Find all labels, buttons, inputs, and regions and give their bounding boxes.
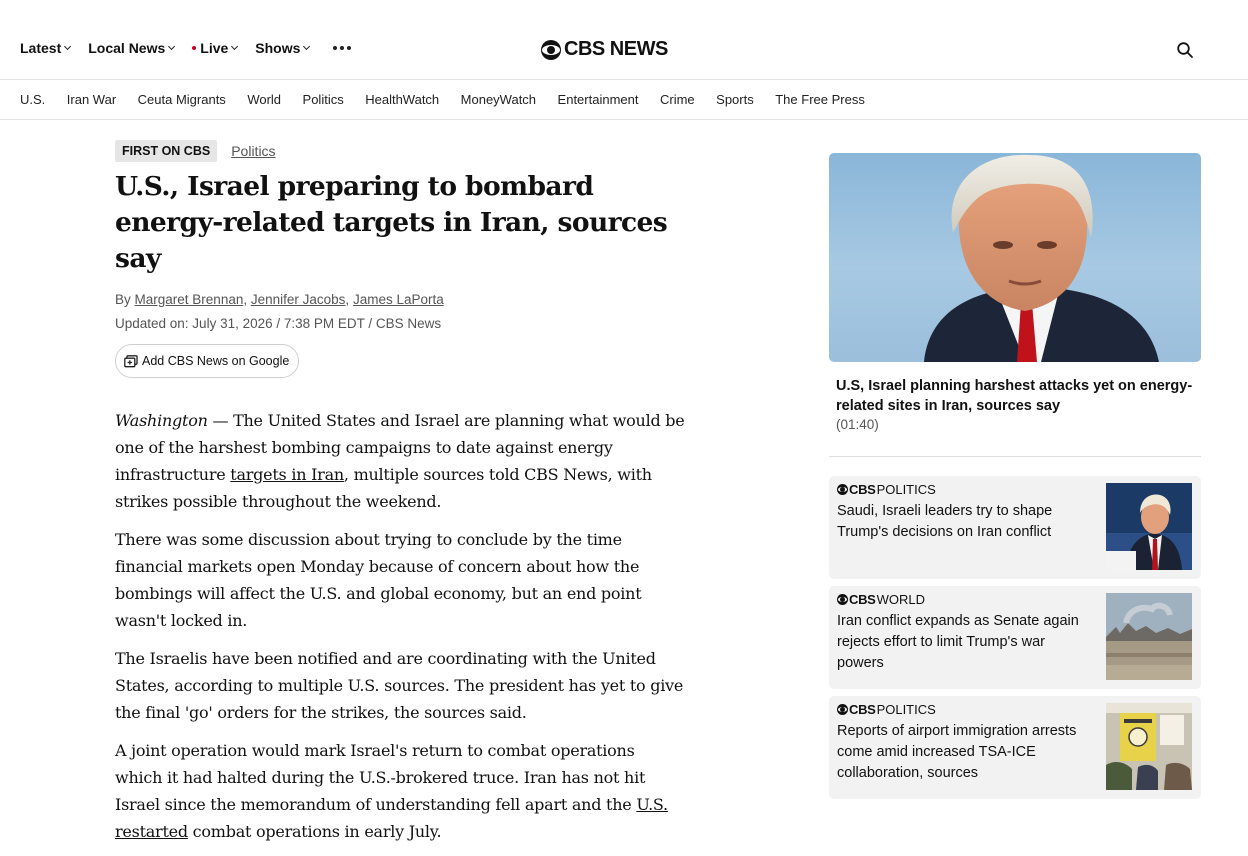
first-on-cbs-badge: FIRST ON CBS <box>115 140 217 162</box>
paragraph <box>115 737 685 845</box>
author-link[interactable]: James LaPorta <box>352 292 444 307</box>
related-story-card[interactable] <box>829 696 1201 799</box>
live-dot-icon <box>192 46 196 50</box>
section-link[interactable]: U.S. <box>20 92 46 107</box>
card-kicker <box>837 482 936 497</box>
kicker-brand: CBS <box>849 592 876 607</box>
nav-shows[interactable] <box>255 40 309 56</box>
author-link[interactable]: Margaret Brennan <box>134 292 244 307</box>
card-thumbnail <box>1106 483 1192 570</box>
paragraph: The Israelis have been notified and are coordinating with the United States, according to multiple U.S. sources. The president has yet to give the final 'go' orders for the strikes, the sources said. <box>115 649 684 722</box>
section-link[interactable]: The Free Press <box>775 92 865 107</box>
article-headline: U.S., Israel preparing to bombard energy-related targets in Iran, sources say <box>115 171 668 274</box>
divider <box>829 456 1201 457</box>
nav-local-news-label: Local News <box>88 40 166 56</box>
related-story-card[interactable] <box>829 586 1201 689</box>
nav-latest[interactable] <box>20 40 70 56</box>
category-link[interactable]: Politics <box>231 143 276 159</box>
card-title: Saudi, Israeli leaders try to shape Trump's decisions on Iran conflict <box>837 503 1053 540</box>
nav-live[interactable] <box>192 40 237 56</box>
paragraph: There was some discussion about trying to conclude by the time financial markets open Monday because of concern about how the bombings will affect the U.S. and global economy, but an end point wasn't locked in. <box>115 530 642 630</box>
byline: By Margaret Brennan, Jennifer Jacobs, James LaPorta <box>115 292 444 307</box>
kicker-brand: CBS <box>849 702 876 717</box>
byline-prefix: By <box>115 292 131 307</box>
add-to-google-button[interactable] <box>115 344 299 378</box>
section-link[interactable]: MoneyWatch <box>460 92 537 107</box>
sidebar-video <box>829 153 1201 432</box>
inline-link[interactable]: U.S. restarted <box>115 795 668 841</box>
section-link[interactable]: HealthWatch <box>365 92 440 107</box>
video-thumbnail-image <box>829 153 1201 362</box>
nav-live-label: Live <box>200 40 229 56</box>
section-nav <box>0 80 1248 120</box>
author-link[interactable]: Jennifer Jacobs <box>250 292 346 307</box>
kicker-section: POLITICS <box>876 482 936 497</box>
top-nav <box>20 40 351 56</box>
related-story-card[interactable] <box>829 476 1201 579</box>
cbs-news-logo[interactable] <box>541 38 668 61</box>
kicker-brand: CBS <box>849 482 876 497</box>
section-link[interactable]: Sports <box>716 92 754 107</box>
cbs-eye-icon <box>837 594 848 605</box>
paragraph-text: A joint operation would mark Israel's return to combat operations which it had halted during the U.S.-brokered truce. Iran has not hit Israel since the memorandum of understanding fell apart and the <box>115 741 646 814</box>
more-menu-icon[interactable] <box>333 46 351 50</box>
cbs-eye-icon <box>837 704 848 715</box>
nav-local-news[interactable] <box>88 40 174 56</box>
section-link[interactable]: Politics <box>302 92 344 107</box>
card-kicker <box>837 702 936 717</box>
section-link[interactable]: Ceuta Migrants <box>137 92 226 107</box>
nav-latest-label: Latest <box>20 40 62 56</box>
video-thumbnail[interactable] <box>829 153 1201 362</box>
card-thumbnail <box>1106 593 1192 680</box>
section-link[interactable]: Entertainment <box>557 92 639 107</box>
section-link[interactable]: Crime <box>659 92 695 107</box>
inline-link[interactable]: targets in Iran <box>230 465 344 484</box>
section-link[interactable]: Iran War <box>66 92 117 107</box>
nav-shows-label: Shows <box>255 40 301 56</box>
video-duration: (01:40) <box>836 417 879 432</box>
chevron-down-icon <box>168 43 175 50</box>
chevron-down-icon <box>231 43 238 50</box>
card-thumbnail <box>1106 703 1192 790</box>
article <box>115 140 685 856</box>
card-kicker <box>837 592 925 607</box>
site-header <box>0 0 1248 80</box>
cbs-eye-icon <box>541 40 561 60</box>
paragraph-text: , multiple sources told CBS News, with strikes possible throughout the weekend. <box>115 465 652 511</box>
kicker-section: WORLD <box>876 592 925 607</box>
chevron-down-icon <box>303 43 310 50</box>
section-link[interactable]: World <box>247 92 282 107</box>
article-labels <box>115 140 685 162</box>
dateline: Washington <box>115 411 208 430</box>
paragraph <box>115 407 685 515</box>
logo-text: CBS NEWS <box>564 38 668 60</box>
kicker-section: POLITICS <box>876 702 936 717</box>
chevron-down-icon <box>64 43 71 50</box>
search-icon[interactable] <box>1177 42 1193 58</box>
article-body <box>115 407 685 845</box>
video-title[interactable]: U.S, Israel planning harshest attacks yet on energy-related sites in Iran, sources say <box>836 378 1193 414</box>
cbs-eye-icon <box>837 484 848 495</box>
card-title: Reports of airport immigration arrests come amid increased TSA-ICE collaboration, sources <box>837 723 1077 781</box>
add-source-icon <box>124 355 138 368</box>
paragraph-text: — The United States and Israel are planning what would be one of the harshest bombing campaigns to date against energy infrastructure <box>115 411 685 484</box>
card-title: Iran conflict expands as Senate again rejects effort to limit Trump's war powers <box>837 613 1079 671</box>
paragraph-text: combat operations in early July. <box>187 822 442 841</box>
add-to-google-label: Add CBS News on Google <box>142 354 290 368</box>
updated-timestamp: Updated on: July 31, 2026 / 7:38 PM EDT / CBS News <box>115 316 442 331</box>
